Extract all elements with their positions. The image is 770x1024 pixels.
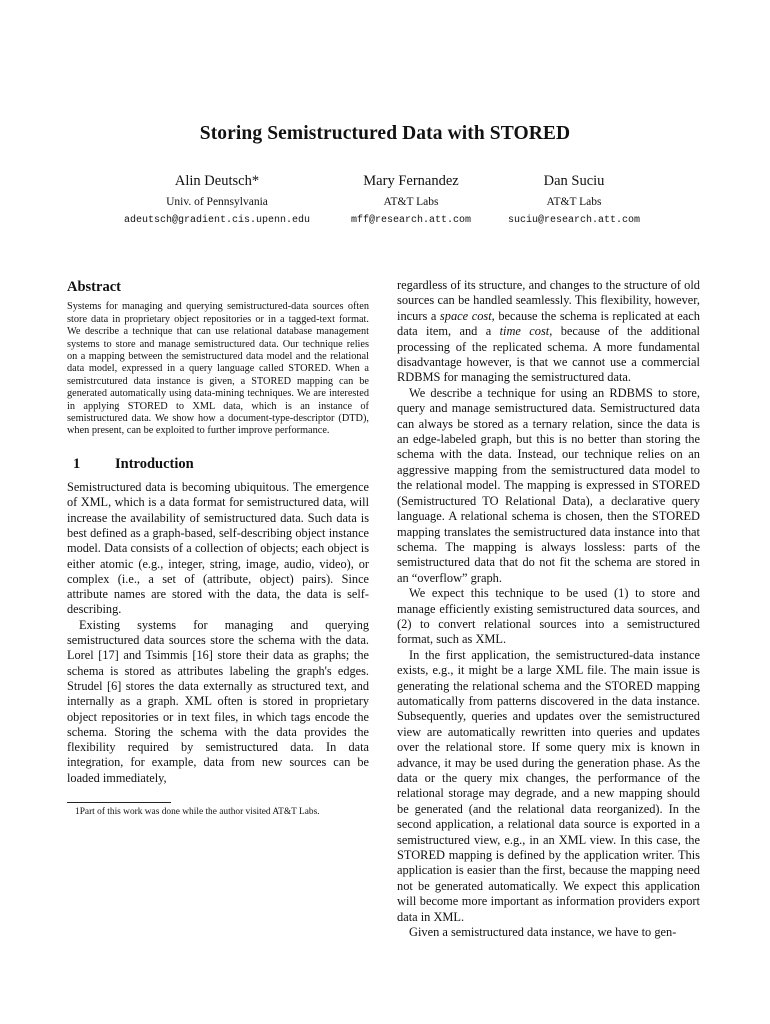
abstract-heading: Abstract — [67, 279, 121, 295]
author-affiliation: AT&T Labs — [546, 196, 602, 208]
body-paragraph: In the first application, the semistructured-data instance exists, e.g., it might be a large XML file. The main issue is generating the relational schema and the STORED mapping automatically from patterns discovered in the data instance. Subsequently, queries and updates over the semistructured view are automatically rewritten into queries and updates over the relational store. If some query mix is known in advance, it may be used during the generation phase. As the data or the query mix changes, the performance of the relational storage may degrade, and a new mapping should be generated (and the relational data reorganized). In the second application, a relational data source is exported in a semistructured view, e.g., in an XML view. In this case, the STORED mapping is defined by the application writer. This application is easier than the first, because the mapping need not be generated automatically. We expect this application will become more important as information providers export data in XML. — [397, 647, 700, 924]
author-affiliation: AT&T Labs — [383, 196, 439, 208]
author-block — [464, 172, 684, 228]
body-paragraph: We describe a technique for using an RDBMS to store, query and manage semistructured data. Semistructured data can always be stored as a ternary relation, since the data is an edge-labeled graph, but this is no better than storing the schema with the data. Instead, our technique relies on an aggressive mapping from the semistructured data model to the relational model. The mapping is expressed in STORED (Semistructured TO Relational Data), a declarative query language. A relational schema is chosen, then the STORED mapping translates the semistructured data instance into that schema. The mapping is always lossless: parts of the semistructured data that do not fit the schema are stored in an “overflow” graph. — [397, 385, 700, 585]
section-heading — [67, 457, 369, 472]
author-name: Alin Deutsch* — [174, 173, 260, 189]
section-number: 1 — [73, 455, 81, 472]
right-column — [397, 278, 700, 940]
author-name: Mary Fernandez — [363, 173, 459, 189]
body-paragraph: Existing systems for managing and querying semistructured data sources store the schema with the data. Lorel [17] and Tsimmis [16] store their data as graphs; the schema is stored as attributes labeling the graph's edges. Strudel [6] stores the data externally as structured text, and internally as a graph. XML often is stored in proprietary object repositories or in text files, in which tags encode the schema. Storing the schema with the data provides the flexibility required by semistructured data. In data integration, for example, data from new sources can be loaded immediately, — [67, 617, 369, 785]
author-email: adeutsch@gradient.cis.upenn.edu — [123, 215, 311, 226]
body-paragraph: regardless of its structure, and changes to the structure of old sources can be handled seamlessly. This flexibility, however, incurs a space cost, because the schema is replicated at each data item, and a time cost, because of the additional processing of the replicated schema. A more fundamental disadvantage however, is that we cannot use a commercial RDBMS for managing the semistructured data. — [397, 278, 701, 385]
author-email: suciu@research.att.com — [507, 215, 641, 226]
paper-title: Storing Semistructured Data with STORED — [199, 123, 571, 144]
body-paragraph: Semistructured data is becoming ubiquitous. The emergence of XML, which is a data format for semistructured data, will increase the availability of semistructured data. Such data is best defined as a graph-based, self-describing object instance model. Data consists of a collection of objects; each object is either atomic (e.g., integer, string, image, audio, video), or complex (i.e., a set of (attribute, object) pairs). Since attribute names are stored with the data, the data is self-describing. — [67, 480, 369, 617]
author-block — [107, 172, 327, 228]
emphasis: space cost — [439, 308, 492, 323]
body-paragraph: We expect this technique to be used (1) to store and manage efficiently existing semistructured data sources, and (2) to convert relational sources into a semistructured format, such as XML. — [397, 586, 700, 647]
footnote: 1Part of this work was done while the author visited AT&T Labs. — [75, 807, 320, 817]
author-affiliation: Univ. of Pennsylvania — [166, 196, 268, 208]
abstract-text: Systems for managing and querying semistructured-data sources often store data in proprietary object repositories or in a tagged-text format. We describe a technique that can use relational database management systems to store and manage semistructured data. Our technique relies on a mapping between the semistructured data model and the relational data model, expressed in a query language called STORED. When a semistrcutured data instance is given, a STORED mapping can be generated automatically using data-mining techniques. We are interested in applying STORED to XML data, which is an instance of semistructured data. We show how a document-type-descriptor (DTD), when present, can be exploited to further improve performance. — [67, 301, 369, 437]
author-email: mff@research.att.com — [350, 215, 472, 226]
emphasis: time cost — [499, 324, 550, 339]
author-name: Dan Suciu — [543, 173, 605, 189]
footnote-rule — [67, 802, 171, 803]
section-title: Introduction — [115, 455, 194, 472]
left-column — [67, 278, 369, 819]
body-paragraph: Given a semistructured data instance, we have to gen- — [409, 925, 677, 940]
